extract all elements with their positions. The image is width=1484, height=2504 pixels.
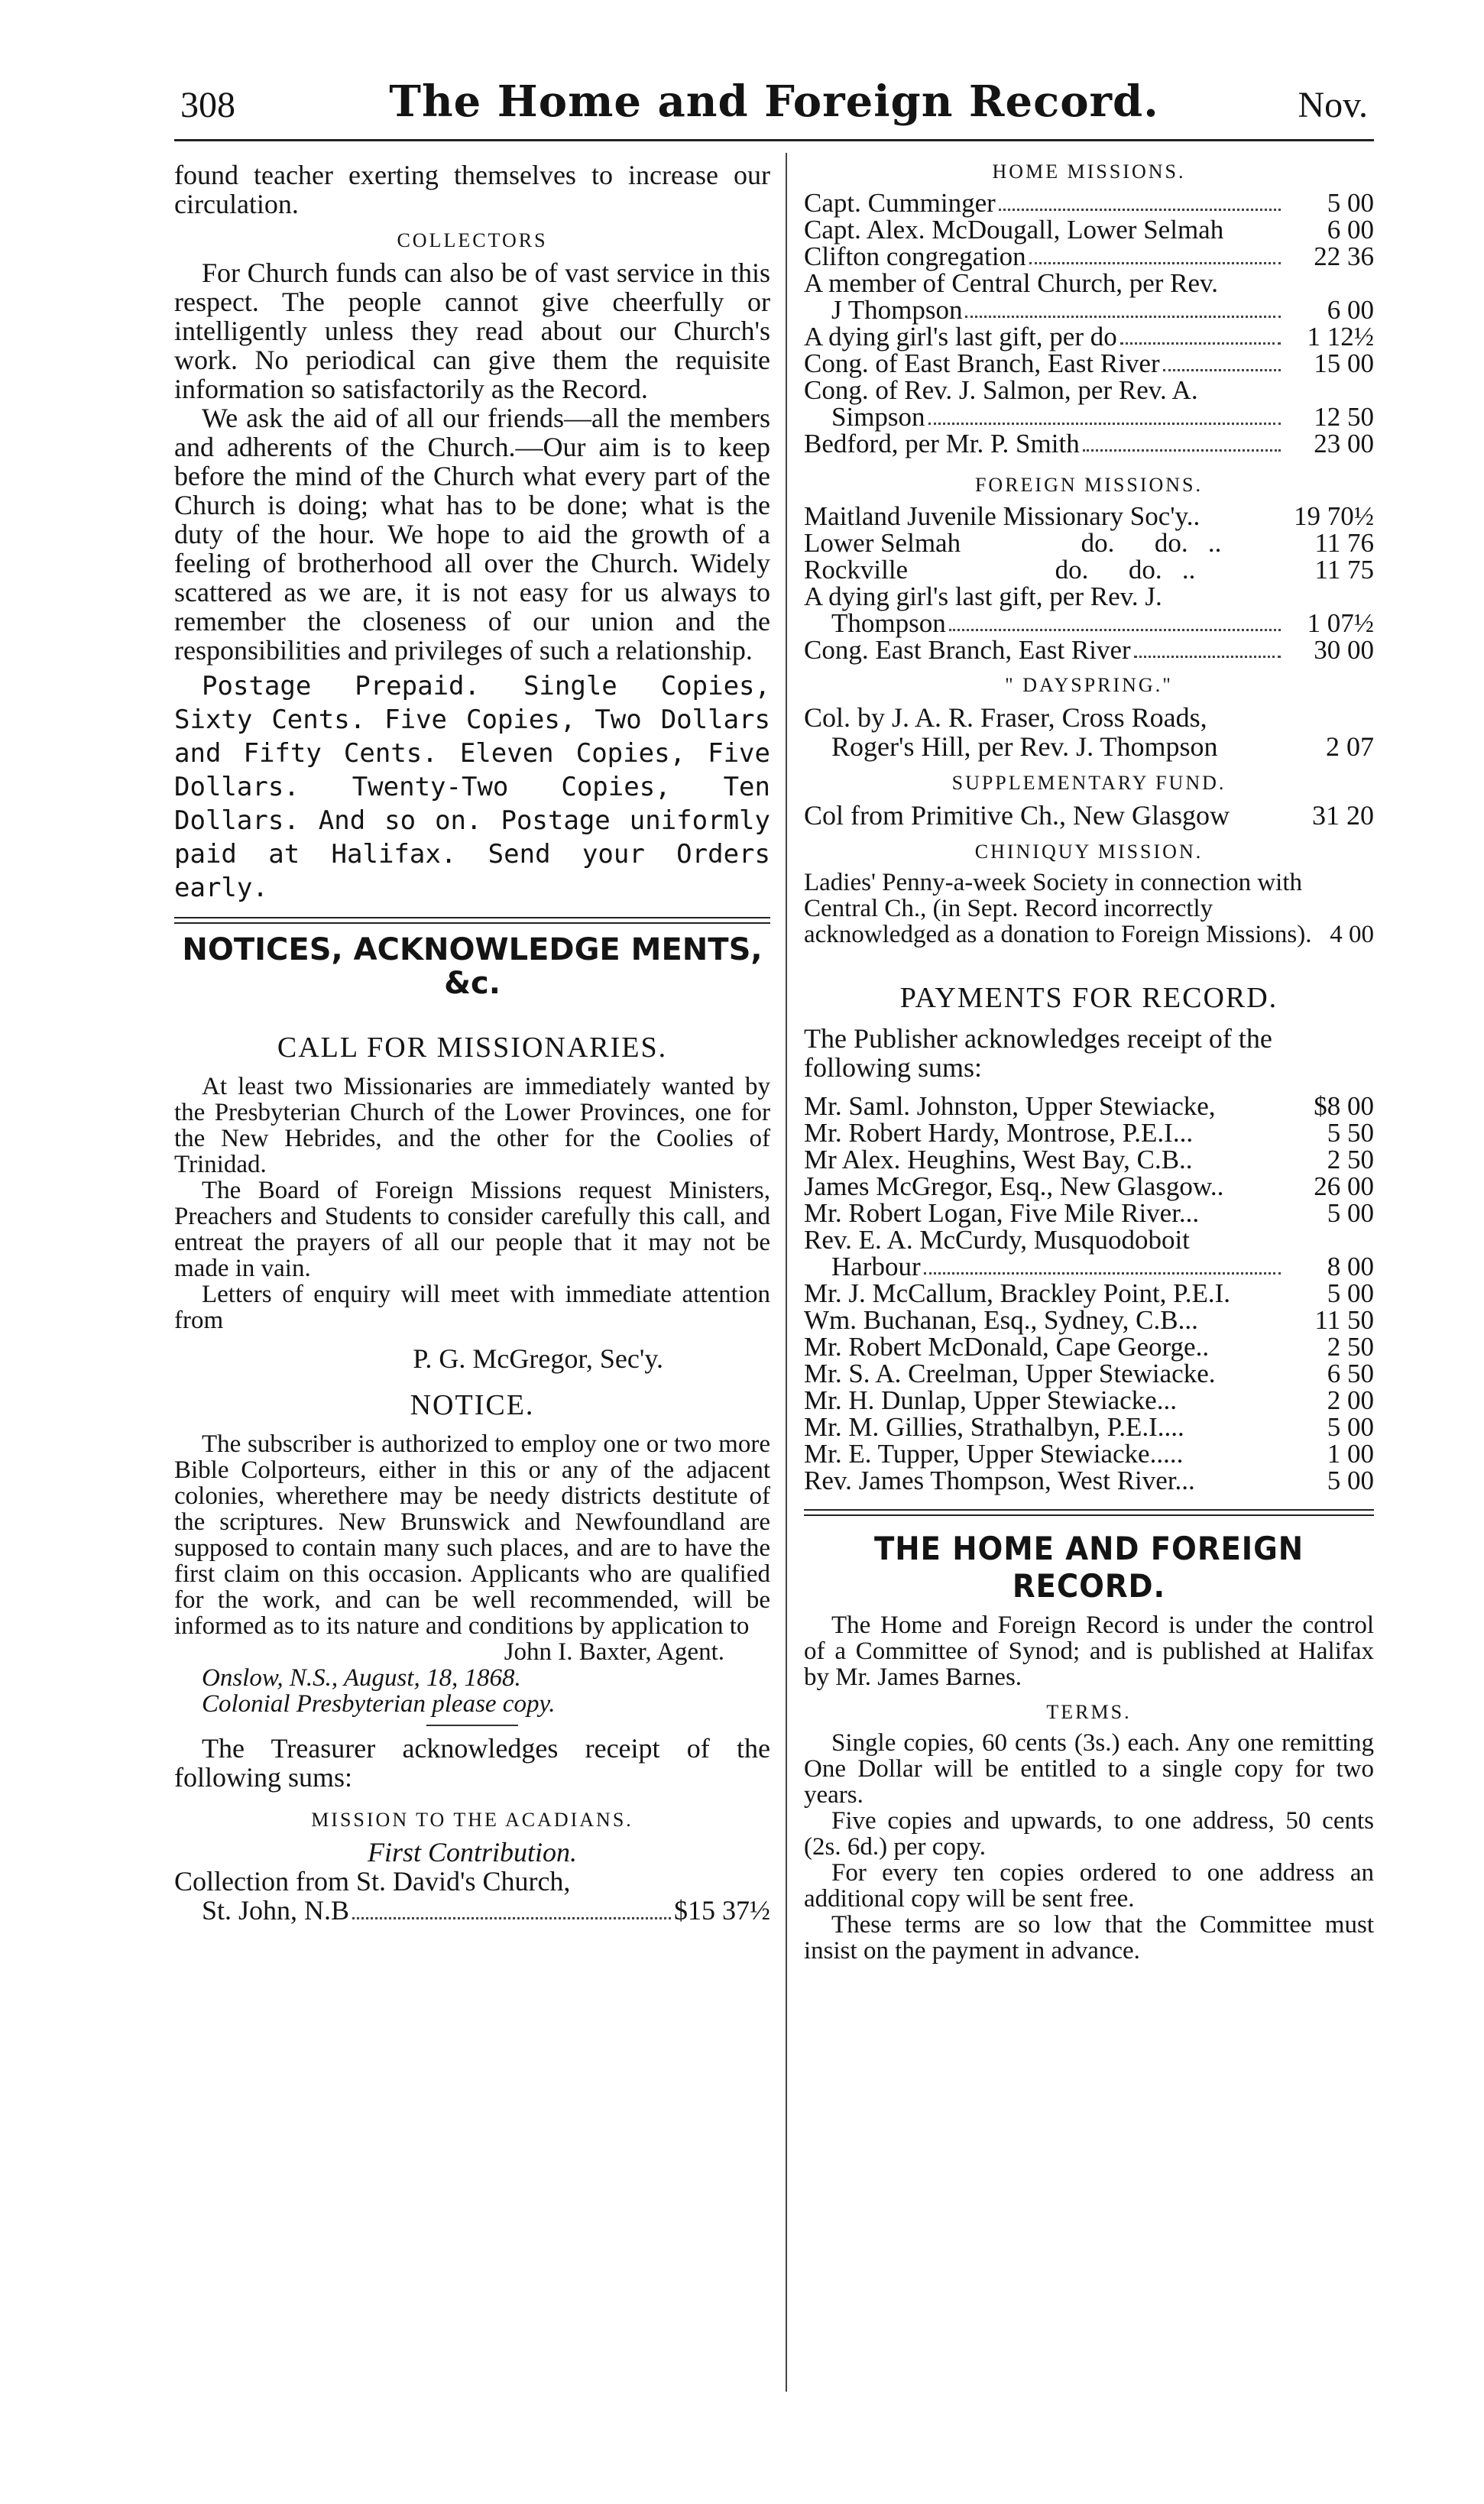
ledger-item-text: Mr. S. A. Creelman, Upper Stewiacke. xyxy=(804,1359,1216,1388)
acadians-line-1: Collection from St. David's Church, xyxy=(174,1866,571,1897)
ledger-amount xyxy=(1284,377,1374,403)
notice-heading: NOTICE. xyxy=(410,1389,535,1421)
chiniquy-amount: 4 00 xyxy=(1330,921,1374,948)
notice-signature: John I. Baxter, Agent. xyxy=(504,1638,724,1666)
ledger-item-text: Rev. James Thompson, West River... xyxy=(804,1466,1195,1495)
ledger-row xyxy=(804,637,1374,663)
terms-paragraph-2: Five copies and upwards, to one address, 50 cents (2s. 6d.) per copy. xyxy=(804,1807,1374,1861)
ledger-amount: 11 76 xyxy=(1314,528,1374,558)
ledger-item-text: Mr. M. Gillies, Strathalbyn, P.E.I.... xyxy=(804,1412,1184,1442)
ledger-row xyxy=(804,1467,1374,1494)
column-divider xyxy=(786,153,787,2392)
ledger-row xyxy=(804,1440,1374,1467)
ledger-item-text: Simpson xyxy=(831,402,925,432)
acadians-line-2: St. John, N.B xyxy=(202,1895,350,1926)
foreign-missions-ledger xyxy=(804,503,1374,663)
ledger-row xyxy=(804,1307,1374,1333)
ledger-row xyxy=(804,1253,1374,1280)
ledger-row xyxy=(804,610,1374,637)
section-double-rule xyxy=(804,1509,1374,1516)
dayspring-heading: " DAYSPRING." xyxy=(1005,674,1173,696)
leader-dots xyxy=(949,629,1281,631)
ledger-row xyxy=(804,556,1374,583)
acadians-entry xyxy=(174,1896,770,1925)
ledger-amount: 1 07½ xyxy=(1307,608,1374,638)
ledger-amount: 23 00 xyxy=(1314,429,1374,458)
ledger-item-text: Wm. Buchanan, Esq., Sydney, C.B... xyxy=(804,1305,1198,1335)
ledger-item-text: Mr. Robert McDonald, Cape George.. xyxy=(804,1332,1210,1362)
leader-dots xyxy=(965,316,1281,318)
leader-dots xyxy=(999,209,1281,211)
ledger-row xyxy=(804,323,1374,350)
ledger-amount: 2 50 xyxy=(1327,1145,1374,1174)
ledger-row xyxy=(804,377,1374,403)
leader-dots xyxy=(1029,262,1281,264)
ledger-item-text: Cong. of Rev. J. Salmon, per Rev. A. xyxy=(804,375,1198,405)
record-heading: THE HOME AND FOREIGN RECORD. xyxy=(873,1530,1304,1605)
ledger-row xyxy=(804,1226,1374,1253)
ledger-row xyxy=(804,190,1374,216)
ledger-row xyxy=(804,1280,1374,1307)
ledger-item-text: Bedford, per Mr. P. Smith xyxy=(804,429,1080,458)
ledger-row xyxy=(804,403,1374,430)
leader-dots xyxy=(928,423,1281,425)
supplementary-amount: 31 20 xyxy=(1312,800,1374,831)
ledger-item-text: Clifton congregation xyxy=(804,241,1026,271)
ledger-row xyxy=(804,1093,1374,1119)
ledger-item-text: Mr. E. Tupper, Upper Stewiacke..... xyxy=(804,1439,1184,1469)
ledger-item-text: Mr. Robert Logan, Five Mile River... xyxy=(804,1198,1200,1228)
ledger-item-text: Rev. E. A. McCurdy, Musquodoboit xyxy=(804,1225,1190,1255)
ledger-row xyxy=(804,1200,1374,1226)
ledger-amount: 12 50 xyxy=(1314,402,1374,432)
ledger-row xyxy=(804,1333,1374,1360)
intro-text: found teacher exerting themselves to increase our circulation. xyxy=(174,160,770,219)
notice-copy-request: Colonial Presbyterian please copy. xyxy=(202,1690,556,1718)
terms-paragraph-1: Single copies, 60 cents (3s.) each. Any one remitting One Dollar will be entitled to a single copy for two years. xyxy=(804,1729,1374,1809)
header-rule xyxy=(174,139,1374,141)
ledger-amount: 5 00 xyxy=(1327,1466,1374,1495)
collectors-heading: COLLECTORS xyxy=(397,229,548,251)
ledger-item-text: Mr. H. Dunlap, Upper Stewiacke... xyxy=(804,1385,1177,1415)
record-paragraph: The Home and Foreign Record is under the control of a Committee of Synod; and is published at Halifax by Mr. James Barnes. xyxy=(804,1612,1374,1691)
postage-notice: Postage Prepaid. Single Copies, Sixty Cents. Five Copies, Two Dollars and Fifty Cents. Eleven Copies, Five Dollars. Twenty-Two Copies, Ten Dollars. And so on. Postage uniformly paid at Halifax. Send your Orders early. xyxy=(174,671,770,903)
dayspring-line-2: Roger's Hill, per Rev. J. Thompson xyxy=(831,731,1218,762)
ledger-row xyxy=(804,530,1374,556)
ledger-item-text: Capt. Cumminger xyxy=(804,188,996,218)
acadians-subheading: First Contribution. xyxy=(367,1837,578,1867)
ledger-row xyxy=(804,583,1374,610)
dayspring-entry xyxy=(804,732,1374,761)
collectors-paragraph-1: For Church funds can also be of vast service in this respect. The people cannot give cheerfully or intelligently unless they read about our Church's work. No periodical can give them the requisite information so satisfactorily as the Record. xyxy=(174,258,770,404)
ledger-row xyxy=(804,243,1374,270)
issue-month: Nov. xyxy=(1298,85,1368,125)
ledger-item-text: Cong. East Branch, East River xyxy=(804,635,1131,665)
ledger-item-text: Harbour xyxy=(831,1252,921,1281)
ledger-item-text: Capt. Alex. McDougall, Lower Selmah xyxy=(804,215,1224,245)
ledger-amount: 30 00 xyxy=(1314,635,1374,665)
ledger-amount: 15 00 xyxy=(1314,348,1374,378)
right-column xyxy=(804,160,1374,1964)
ledger-item-text: Lower Selmah do. do. .. xyxy=(804,528,1222,558)
call-signature: P. G. McGregor, Sec'y. xyxy=(413,1343,663,1374)
terms-paragraph-3: For every ten copies ordered to one address an additional copy will be sent free. xyxy=(804,1859,1374,1913)
ledger-amount: 5 00 xyxy=(1327,1198,1374,1228)
journal-title: The Home and Foreign Record. xyxy=(389,76,1159,127)
home-missions-ledger xyxy=(804,190,1374,457)
dayspring-line-1: Col. by J. A. R. Fraser, Cross Roads, xyxy=(804,702,1207,733)
ledger-amount: 8 00 xyxy=(1327,1252,1374,1281)
ledger-item-text: Mr. Robert Hardy, Montrose, P.E.I... xyxy=(804,1118,1194,1148)
supplementary-line: Col from Primitive Ch., New Glasgow xyxy=(804,800,1230,831)
ledger-amount: 5 00 xyxy=(1327,188,1374,218)
leader-dots xyxy=(1163,369,1281,371)
leader-dots xyxy=(1120,342,1281,345)
running-header xyxy=(174,75,1374,136)
ledger-item-text: A dying girl's last gift, per Rev. J. xyxy=(804,581,1162,611)
leader-dots xyxy=(1083,449,1281,452)
dayspring-amount: 2 07 xyxy=(1326,731,1374,762)
acadians-amount: $15 37½ xyxy=(674,1895,770,1926)
acadians-heading: MISSION TO THE ACADIANS. xyxy=(311,1809,633,1831)
chiniquy-entry xyxy=(804,870,1374,948)
ledger-amount xyxy=(1284,583,1374,610)
ledger-amount xyxy=(1284,270,1374,296)
ledger-row xyxy=(804,430,1374,457)
ledger-row xyxy=(804,216,1374,243)
ledger-amount: 11 75 xyxy=(1314,555,1374,585)
ledger-row xyxy=(804,270,1374,296)
ledger-amount: 1 12½ xyxy=(1307,322,1374,351)
payments-heading: PAYMENTS FOR RECORD. xyxy=(899,982,1278,1014)
short-rule xyxy=(426,1725,518,1726)
call-heading: CALL FOR MISSIONARIES. xyxy=(277,1032,668,1064)
collectors-paragraph-2: We ask the aid of all our friends—all the members and adherents of the Church.—Our aim is to keep before the mind of the Church what every part of the Church is doing; what has to be done; what is the duty of the hour. We hope to aid the growth of a feeling of brotherhood all over the Church. Widely scattered as we are, it is not easy for us always to remember the closeness of our union and the responsibilities and privileges of such a relationship. xyxy=(174,403,770,666)
ledger-row xyxy=(804,1119,1374,1146)
payments-ledger xyxy=(804,1093,1374,1494)
ledger-amount: 1 00 xyxy=(1327,1439,1374,1469)
chiniquy-text: Ladies' Penny-a-week Society in connection with Central Ch., (in Sept. Record incorrectly acknowledged as a donation to Foreign Missions). xyxy=(804,869,1312,948)
ledger-row xyxy=(804,1387,1374,1414)
leader-dots xyxy=(1134,656,1281,658)
ledger-item-text: James McGregor, Esq., New Glasgow.. xyxy=(804,1171,1224,1201)
leader-dots xyxy=(924,1272,1281,1275)
ledger-item-text: Maitland Juvenile Missionary Soc'y.. xyxy=(804,501,1200,531)
supplementary-entry xyxy=(804,801,1374,830)
ledger-item-text: Mr. Saml. Johnston, Upper Stewiacke, xyxy=(804,1091,1216,1121)
ledger-item-text: Mr. J. McCallum, Brackley Point, P.E.I. xyxy=(804,1278,1231,1308)
ledger-row xyxy=(804,1173,1374,1200)
ledger-item-text: Rockville do. do. .. xyxy=(804,555,1196,585)
ledger-row xyxy=(804,1146,1374,1173)
section-double-rule xyxy=(174,917,770,924)
ledger-amount: 5 50 xyxy=(1327,1118,1374,1148)
ledger-amount: 5 00 xyxy=(1327,1278,1374,1308)
ledger-item-text: Thompson xyxy=(831,608,946,638)
supplementary-heading: SUPPLEMENTARY FUND. xyxy=(951,772,1226,794)
ledger-row xyxy=(804,296,1374,323)
ledger-row xyxy=(804,1360,1374,1387)
ledger-amount: 2 00 xyxy=(1327,1385,1374,1415)
ledger-amount: 6 00 xyxy=(1327,215,1374,245)
ledger-amount: 2 50 xyxy=(1327,1332,1374,1362)
notice-place-date: Onslow, N.S., August, 18, 1868. xyxy=(202,1664,521,1692)
chiniquy-heading: CHINIQUY MISSION. xyxy=(974,841,1204,863)
ledger-item-text: Cong. of East Branch, East River xyxy=(804,348,1160,378)
notice-paragraph: The subscriber is authorized to employ one or two more Bible Colporteurs, either in this or any of the adjacent colonies, wherethere may be needy districts destitute of the scriptures. New Brunswick and Newfoundland are supposed to contain many such places, and are to have the first claim on this occasion. Applicants who are qualified for the work, and can be well recommended, will be informed as to its nature and conditions by application to xyxy=(174,1430,770,1640)
terms-heading: TERMS. xyxy=(1046,1701,1132,1723)
home-missions-heading: HOME MISSIONS. xyxy=(992,160,1186,183)
ledger-row xyxy=(804,350,1374,377)
ledger-amount: 6 50 xyxy=(1327,1359,1374,1388)
ledger-item-text: J Thompson xyxy=(831,295,963,325)
ledger-amount xyxy=(1284,1226,1374,1253)
call-paragraph-1: At least two Missionaries are immediately wanted by the Presbyterian Church of the Lower Provinces, one for the New Hebrides, and the other for the Coolies of Trinidad. xyxy=(174,1073,770,1178)
ledger-amount: 19 70½ xyxy=(1294,501,1374,531)
ledger-item-text: A member of Central Church, per Rev. xyxy=(804,268,1219,298)
ledger-item-text: Mr Alex. Heughins, West Bay, C.B.. xyxy=(804,1145,1193,1174)
ledger-item-text: A dying girl's last gift, per do xyxy=(804,322,1117,351)
left-column xyxy=(174,160,770,1925)
ledger-amount: 26 00 xyxy=(1314,1171,1374,1201)
page-number: 308 xyxy=(180,85,235,125)
treasurer-intro: The Treasurer acknowledges receipt of the following sums: xyxy=(174,1733,770,1793)
ledger-amount: 22 36 xyxy=(1314,241,1374,271)
payments-intro: The Publisher acknowledges receipt of the following sums: xyxy=(804,1023,1272,1083)
ledger-amount: 11 50 xyxy=(1314,1305,1374,1335)
terms-paragraph-4: These terms are so low that the Committee must insist on the payment in advance. xyxy=(804,1911,1374,1965)
notices-heading: NOTICES, ACKNOWLEDGE MENTS, &c. xyxy=(182,932,763,1001)
leader-dots xyxy=(352,1917,671,1919)
ledger-row xyxy=(804,503,1374,530)
ledger-amount: 5 00 xyxy=(1327,1412,1374,1442)
foreign-missions-heading: FOREIGN MISSIONS. xyxy=(974,474,1204,496)
call-paragraph-3: Letters of enquiry will meet with immediate attention from xyxy=(174,1281,770,1334)
ledger-amount: $8 00 xyxy=(1314,1091,1374,1121)
ledger-amount: 6 00 xyxy=(1327,295,1374,325)
call-paragraph-2: The Board of Foreign Missions request Ministers, Preachers and Students to consider carefully this call, and entreat the prayers of all our people that it may not be made in vain. xyxy=(174,1177,770,1282)
ledger-row xyxy=(804,1414,1374,1440)
